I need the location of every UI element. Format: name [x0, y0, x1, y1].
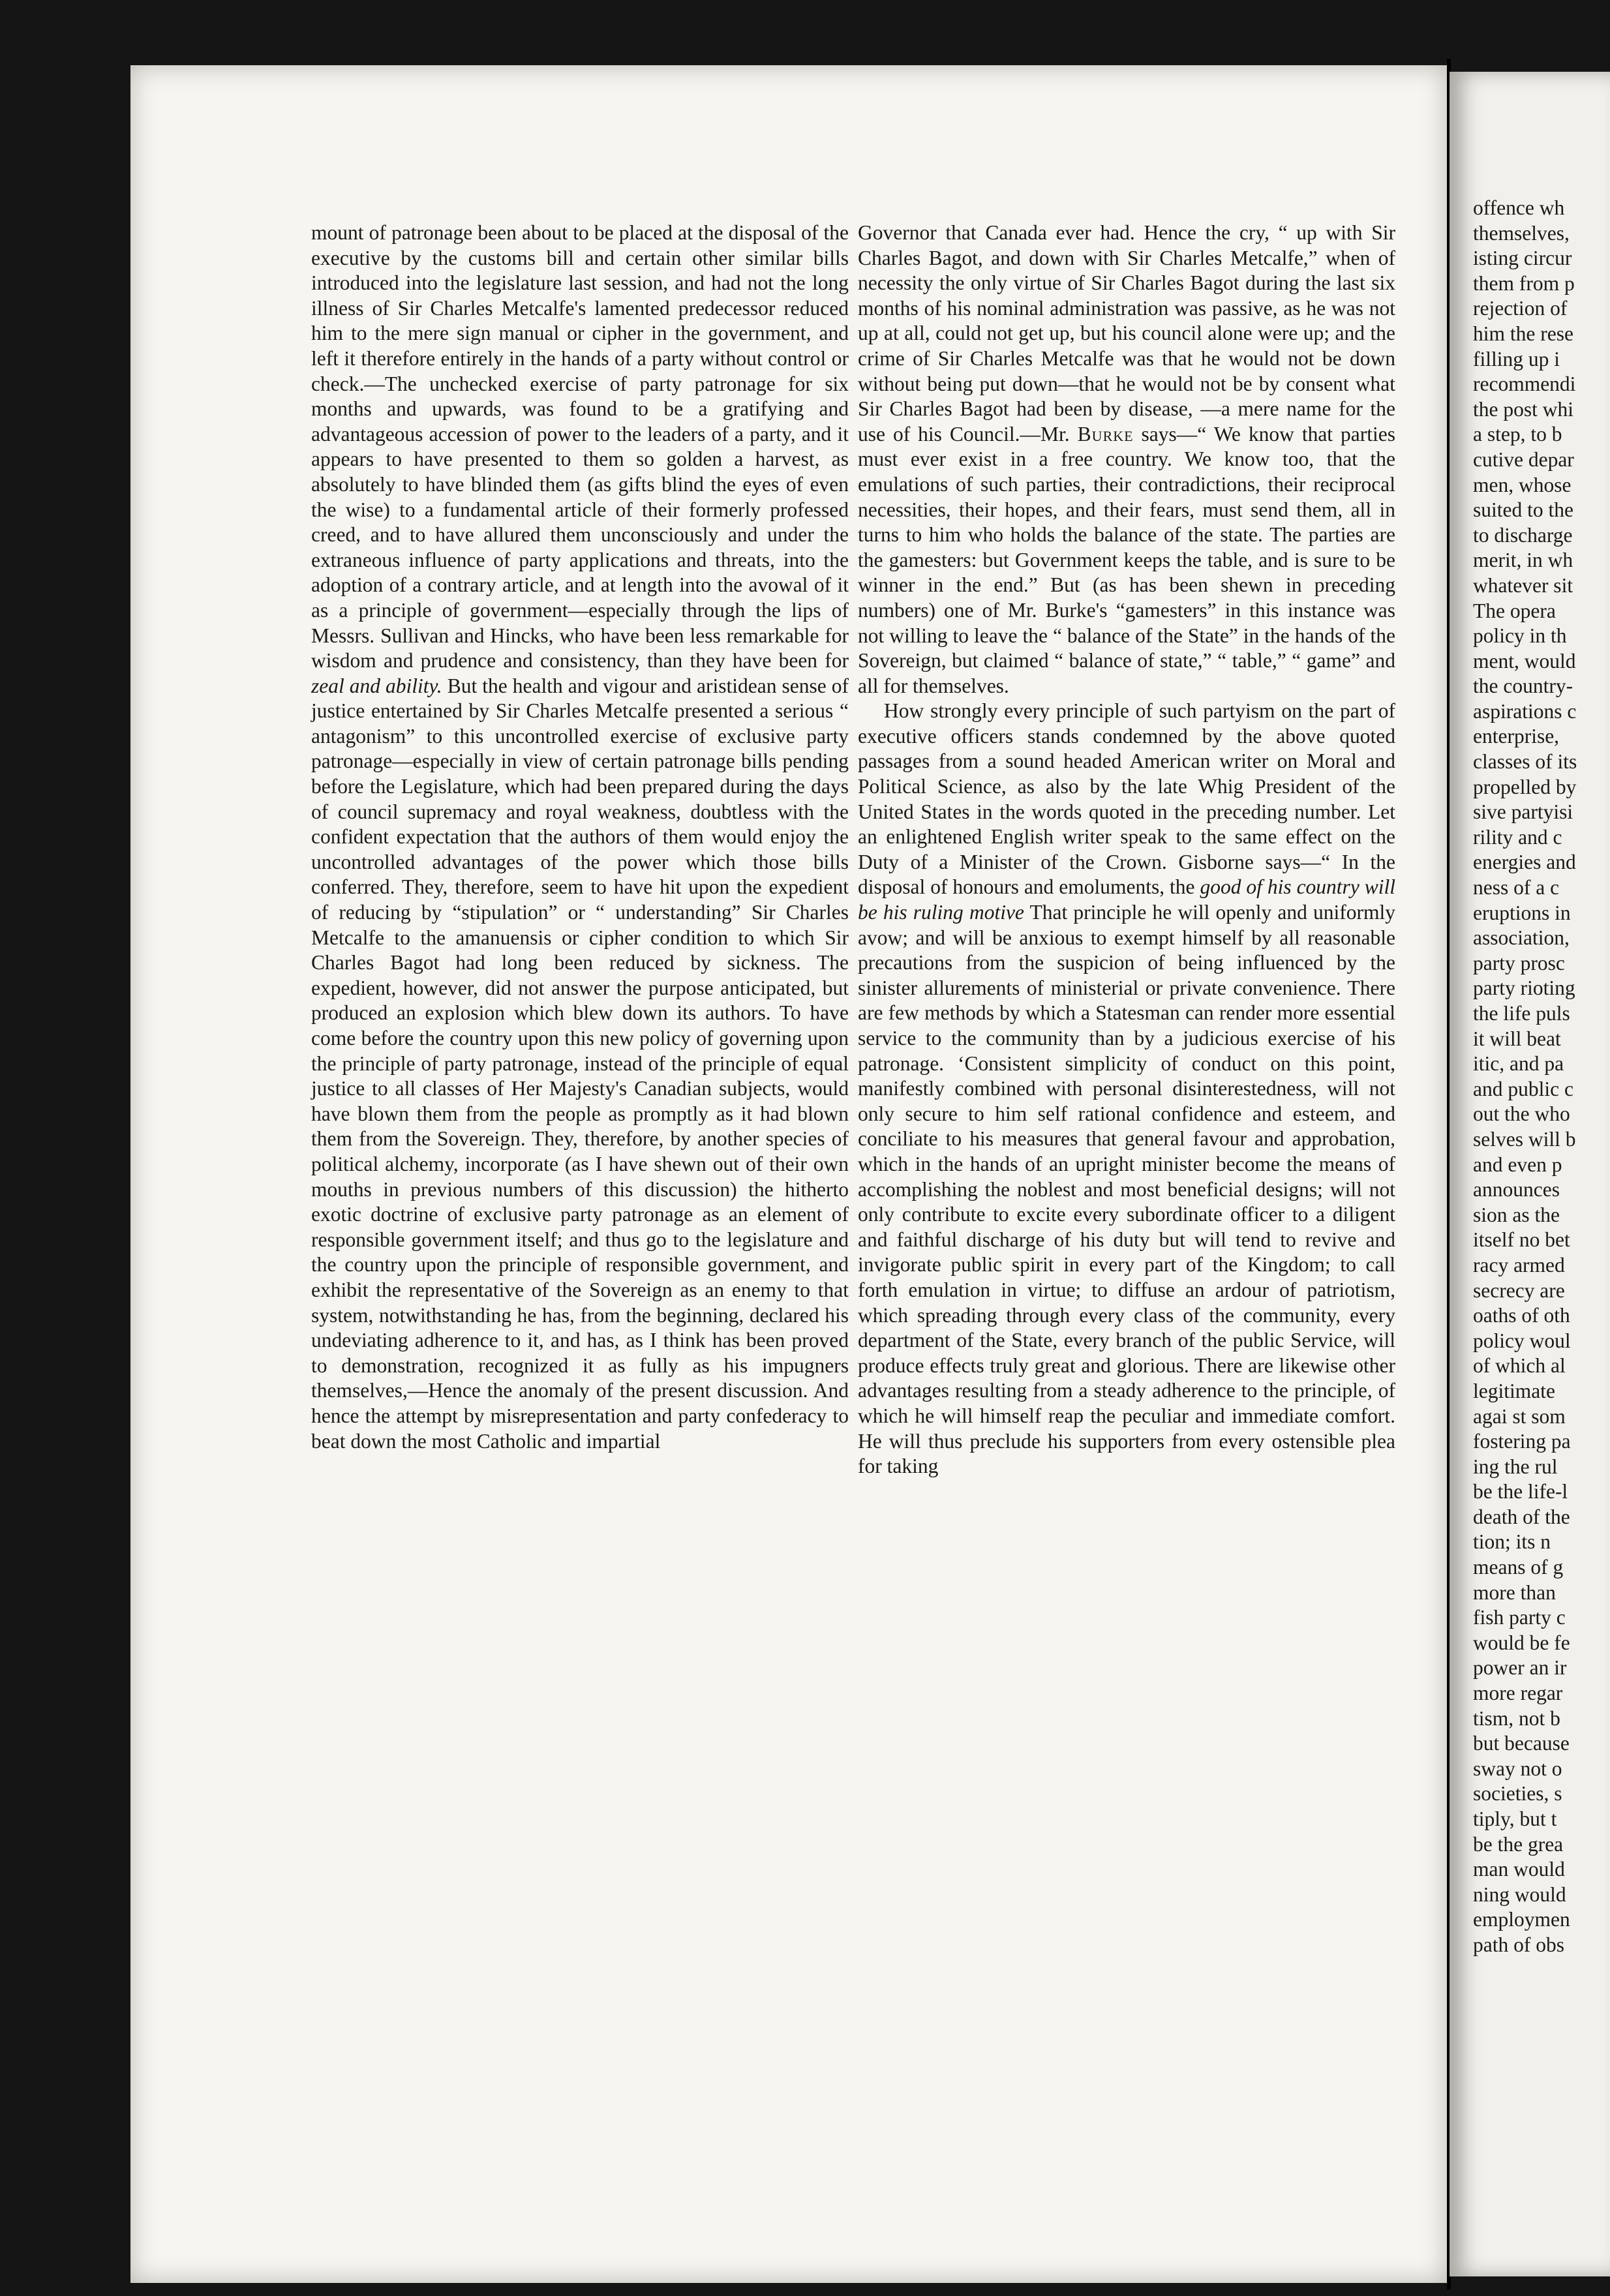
right-column-line: oaths of oth [1473, 1304, 1570, 1327]
middle-text-3: How strongly every principle of such partyism on the part of executive officers stands condemned by the above quoted passages from a sound headed American writer on Moral and Political Science, as also by the late Whig President of the United States in the words quoted in the preceding number. Let an enlightened English writer speak to the same effect on the Duty of a Minister of the Crown. Gisborne says—“ In the disposal of honours and emoluments, the [858, 699, 1395, 899]
right-column-line: themselves, [1473, 221, 1570, 245]
right-column-line: power an ir [1473, 1656, 1567, 1680]
right-column-line: ness of a c [1473, 876, 1560, 899]
right-column-line: ning would [1473, 1882, 1566, 1906]
right-column-line: fish party c [1473, 1606, 1566, 1629]
middle-italic-1: good of his country will be his ruling motive [858, 875, 1396, 924]
right-column-line: man would [1473, 1858, 1565, 1881]
right-column-line: employmen [1473, 1908, 1570, 1931]
right-column-line: rility and c [1473, 825, 1562, 849]
right-column-line: tiply, but t [1473, 1807, 1557, 1830]
right-column-line: recommendi [1473, 372, 1576, 396]
left-paragraph-1 [311, 220, 849, 1454]
right-column-line: itself no bet [1473, 1228, 1570, 1252]
middle-column [858, 220, 1395, 1479]
right-column-line: means of g [1473, 1556, 1564, 1579]
right-column-line: a step, to b [1473, 423, 1562, 446]
right-column-fragment [1473, 196, 1610, 1958]
right-column-line: agai st som [1473, 1404, 1566, 1428]
right-column-line: would be fe [1473, 1631, 1570, 1654]
right-column-line: him the rese [1473, 322, 1573, 345]
left-text-1: mount of patronage been about to be placed at the disposal of the executive by the customs bill and certain other similar bills introduced into the legislature last session, and had not the long illness of Sir Charles Metcalfe's lamented predecessor reduced him to the mere sign manual or cipher in the government, and left it therefore entirely in the hands of a party without control or check.—The unchecked exercise of party patronage for six months and upwards, was found to be a gratifying and advantageous accession of power to the leaders of a party, and it appears to have presented to them so golden a harvest, as absolutely to have blinded them (as gifts blind the eyes of even the wise) to a fundamental article of their formerly professed creed, and to have allured them unconsciously and under the extraneous influence of party applications and threats, into the adoption of a contrary article, and at length into the avowal of it as a principle of government—especially through the lips of Messrs. Sullivan and Hincks, who have been less remarkable for wisdom and prudence and consistency, than they have been for [311, 221, 849, 672]
middle-text-4: That principle he will openly and uniformly avow; and will be anxious to exempt himself by all reasonable precautions from the suspicion of being influenced by the sinister allurements of ministerial or private convenience. There are few methods by which a Statesman can render more essential service to the community than by a judicious exercise of his patronage. ‘Consistent simplicity of conduct on this point, manifestly combined with personal disinterestedness, will not only secure to him self rational confidence and esteem, and conciliate to his measures that general favour and approbation, which in the hands of an upright minister become the means of accomplishing the noblest and most beneficial designs; will not only contribute to excite every subordinate officer to a diligent and faithful discharge of his duty but will tend to revive and invigorate public spirit in every part of the Kingdom; to call forth emulation in virtue; to diffuse an ardour of patriotism, which spreading through every class of the community, every department of the State, every branch of the public Service, will produce effects truly great and glorious. There are likewise other advantages resulting from a steady adherence to the principle, of which he will himself reap the peculiar and immediate comfort. He will thus preclude his supporters from every ostensible plea for taking [858, 901, 1396, 1478]
right-column-line: party rioting [1473, 976, 1575, 1000]
right-column-line: aspirations c [1473, 699, 1577, 723]
right-column-line: secrecy are [1473, 1278, 1565, 1302]
right-column-line: but because [1473, 1732, 1570, 1755]
right-column-line: suited to the [1473, 498, 1573, 522]
right-column-line: sway not o [1473, 1757, 1562, 1780]
right-column-line: classes of its [1473, 750, 1577, 774]
right-column-line: men, whose [1473, 473, 1572, 496]
right-column-line: policy in th [1473, 624, 1567, 648]
right-column-line: racy armed [1473, 1253, 1565, 1276]
middle-text-1: Governor that Canada ever had. Hence the cry, “ up with Sir Charles Bagot, and down with Sir Charles Metcalfe,” when of necessity the only virtue of Sir Charles Bagot during the last six months of his nominal administration was passive, as he was not up at all, could not get up, but his council alone were up; and the crime of Sir Charles Metcalfe was that he would not be down without being put down—that he would not be by consent what Sir Charles Bagot had been by disease, —a mere name for the use of his Council.—Mr. [858, 221, 1395, 446]
middle-text-2: says—“ We know that parties must ever exist in a free country. We know too, that the emulations of such parties, their contradictions, their reciprocal necessities, their hopes, and their fears, must send them, all in turns to him who holds the balance of the state. The parties are the gamesters: but Government keeps the table, and is sure to be winner in the end.” But (as has been shewn in preceding numbers) one of Mr. Burke's “gamesters” in this instance was not willing to leave the “ balance of the State” in the hands of the Sovereign, but claimed “ balance of state,” “ table,” “ game” and all for themselves. [858, 422, 1396, 697]
right-column-line: tion; its n [1473, 1530, 1551, 1554]
right-column-line: legitimate [1473, 1379, 1555, 1402]
right-column-line: them from p [1473, 271, 1575, 295]
right-column-line: announces [1473, 1178, 1560, 1201]
right-column-line: and public c [1473, 1077, 1573, 1100]
right-column-line: the country- [1473, 674, 1573, 698]
right-column-line: societies, s [1473, 1782, 1562, 1805]
right-column-line: sive partyisi [1473, 800, 1573, 824]
right-column-line: rejection of [1473, 297, 1568, 320]
right-column-line: more regar [1473, 1682, 1563, 1705]
right-column-line: policy woul [1473, 1329, 1571, 1352]
right-column-line: cutive depar [1473, 447, 1574, 471]
middle-paragraph-1 [858, 220, 1395, 699]
right-column-line: more than [1473, 1580, 1556, 1604]
right-column-line: death of the [1473, 1505, 1570, 1528]
middle-paragraph-2 [858, 699, 1395, 1479]
right-column-line: ment, would [1473, 649, 1576, 672]
right-column-line: the post whi [1473, 397, 1573, 421]
right-column-line: the life puls [1473, 1002, 1570, 1025]
right-column-line: merit, in wh [1473, 549, 1573, 572]
right-column-line: energies and [1473, 851, 1576, 874]
right-column-line: it will beat [1473, 1027, 1561, 1050]
right-column-line: selves will b [1473, 1127, 1576, 1151]
right-column-line: sion as the [1473, 1203, 1560, 1226]
right-column-line: out the who [1473, 1102, 1570, 1126]
right-column-line: path of obs [1473, 1933, 1564, 1956]
right-column-line: enterprise, [1473, 725, 1560, 748]
burke-name: Burke [1077, 422, 1134, 446]
right-column-line: association, [1473, 926, 1570, 950]
right-column-line: The opera [1473, 599, 1556, 622]
right-column-line: whatever sit [1473, 573, 1573, 597]
right-column-line: tism, not b [1473, 1706, 1560, 1730]
left-column [311, 220, 849, 1454]
right-column-line: filling up i [1473, 347, 1560, 370]
right-column-line: be the life-l [1473, 1480, 1568, 1503]
right-column-line: offence wh [1473, 196, 1565, 219]
right-column-line: to discharge [1473, 523, 1573, 547]
right-column-line: isting circur [1473, 247, 1572, 270]
right-column-line: be the grea [1473, 1832, 1564, 1856]
right-column-line: ing the rul [1473, 1455, 1558, 1478]
right-column-line: itic, and pa [1473, 1052, 1564, 1076]
right-column-line: eruptions in [1473, 901, 1571, 924]
left-text-2: But the health and vigour and aristidean sense of justice entertained by Sir Charles Metcalfe presented a serious “ antagonism” to this uncontrolled exercise of exclusive party patronage—especially in view of certain patronage bills pending before the Legislature, which had been prepared during the days of council supremacy and royal weakness, doubtless with the confident expectation that the authors of them would enjoy the uncontrolled advantages of the power which those bills conferred. They, therefore, seem to have hit upon the expedient of reducing by “stipulation” or “ understanding” Sir Charles Metcalfe to the amanuensis or cipher condition to which Sir Charles Bagot had long been reduced by sickness. The expedient, however, did not answer the purpose anticipated, but produced an explosion which blew down its authors. To have come before the country upon this new policy of governing upon the principle of party patronage, instead of the principle of equal justice to all classes of Her Majesty's Canadian subjects, would have blown them from the people as promptly as it had blown them from the Sovereign. They, therefore, by another species of political alchemy, incorporate (as I have shewn out of their own mouths in previous numbers of this discussion) the hitherto exotic doctrine of exclusive party patronage as an element of responsible government itself; and thus go to the legislature and the country upon the principle of responsible government, and exhibit the representative of the Sovereign as an enemy to that system, notwithstanding he has, from the beginning, declared his undeviating adherence to it, and has, as I think has been proved to demonstration, recognized it as fully as his impugners themselves,—Hence the anomaly of the present discussion. And hence the attempt by misrepresentation and party confederacy to beat down the most Catholic and impartial [311, 674, 849, 1453]
right-column-line: fostering pa [1473, 1430, 1571, 1453]
left-italic-1: zeal and ability. [311, 674, 442, 697]
right-column-line: of which al [1473, 1354, 1566, 1378]
right-column-line: propelled by [1473, 775, 1577, 798]
right-column-line: party prosc [1473, 951, 1565, 974]
right-column-line: and even p [1473, 1153, 1562, 1176]
